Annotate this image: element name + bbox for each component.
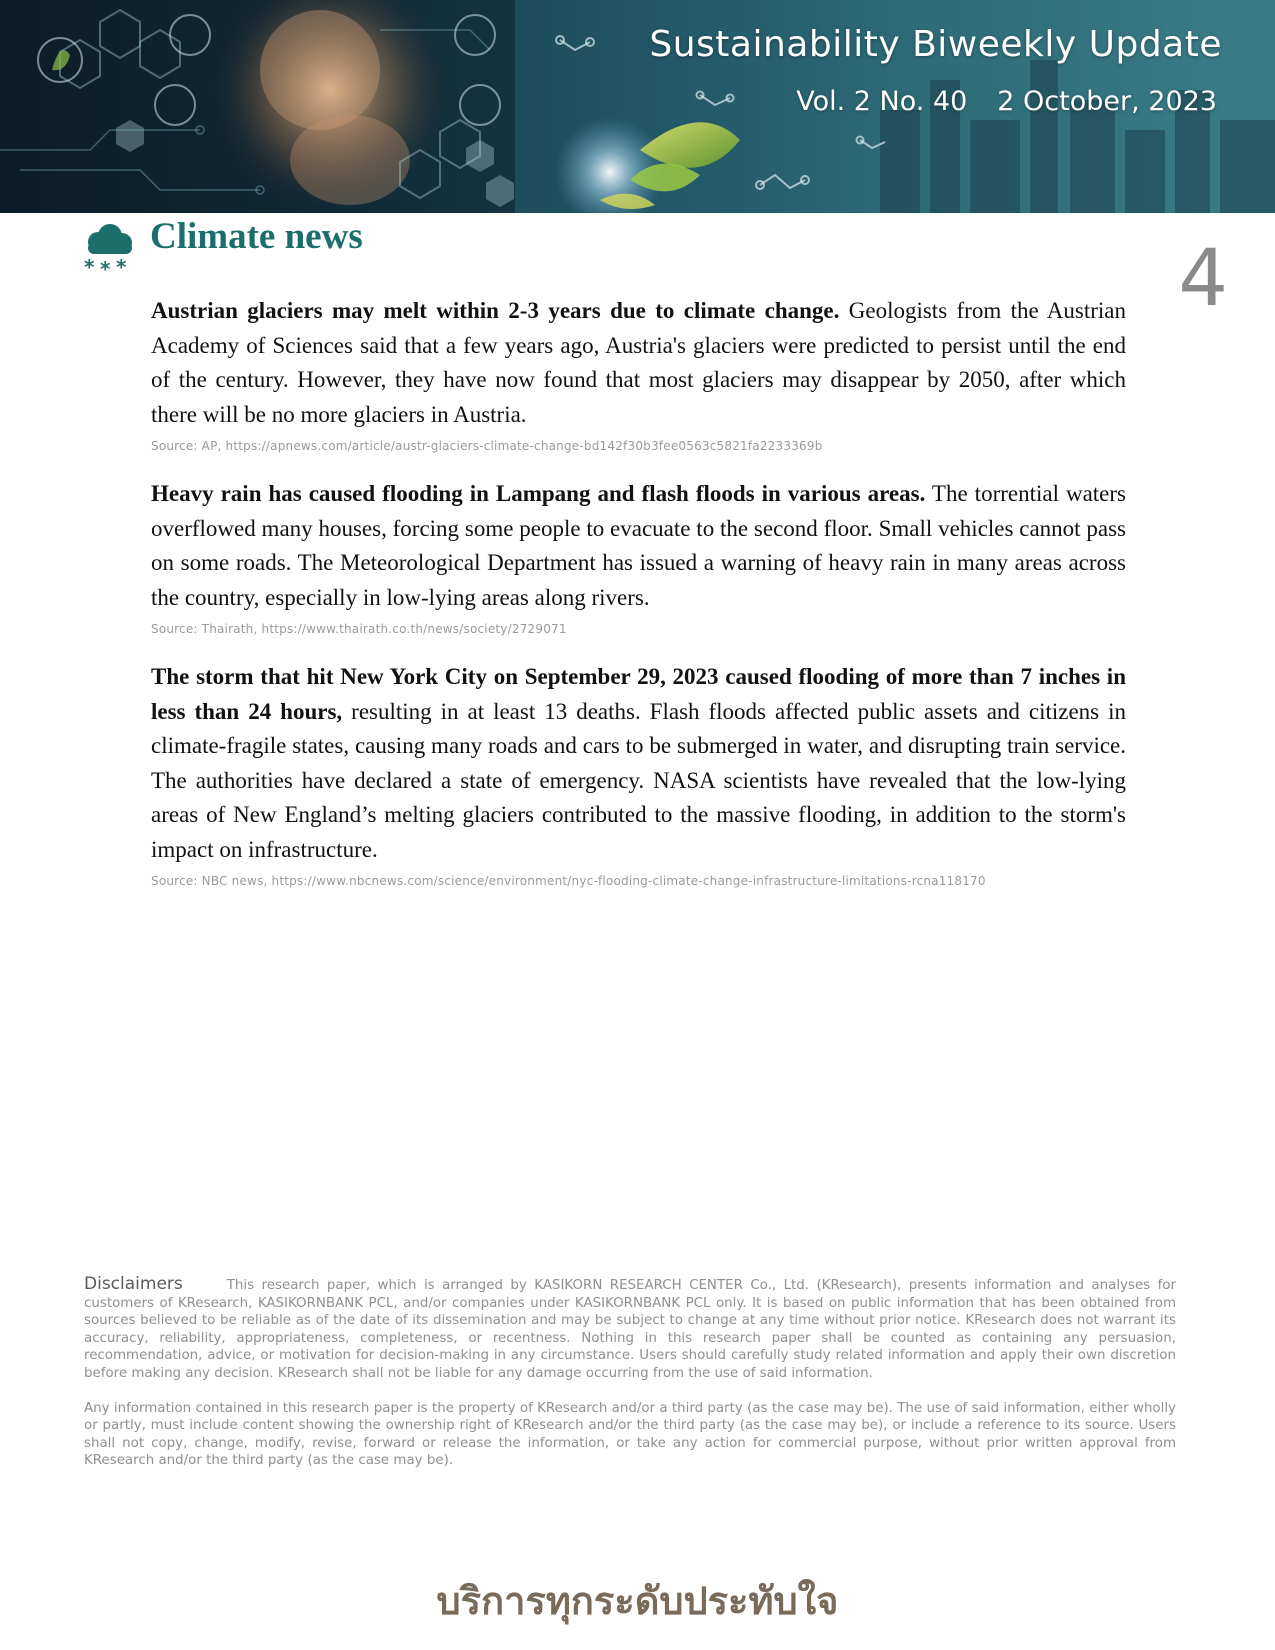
volume-number: Vol. 2 No. 40 <box>796 86 968 117</box>
disclaimer-paragraph <box>84 1276 1176 1383</box>
news-item <box>151 660 1126 889</box>
news-headline: Austrian glaciers may melt within 2-3 years due to climate change. <box>151 298 840 323</box>
svg-text:*: * <box>100 257 111 276</box>
news-paragraph <box>151 477 1126 615</box>
disclaimer-label: Disclaimers <box>84 1274 183 1294</box>
news-item <box>151 294 1126 454</box>
news-source: Source: AP, https://apnews.com/article/austr-glaciers-climate-change-bd142f30b3fee0563c5821fa2233369b <box>151 439 823 453</box>
disclaimer-paragraph: Any information contained in this research paper is the property of KResearch and/or a third party (as the case may be). The use of said information, either wholly or partly, must include content showing the ownership right of KResearch and/or the third party (as the case may be), or include a reference to its source. Users shall not copy, change, modify, revise, forward or release the information, or take any action for commercial purpose, without prior written approval from KResearch and/or the third party (as the case may be). <box>84 1400 1176 1469</box>
section-title: Climate news <box>150 216 363 257</box>
news-body: Geologists from the Austrian Academy of Sciences said that a few years ago, Austria's glaciers were predicted to persist until the end of the century. However, they have now found that most glaciers may disappear by 2050, after which there will be no more glaciers in Austria. <box>151 298 1126 427</box>
news-source: Source: NBC news, https://www.nbcnews.com/science/environment/nyc-flooding-climate-change-infrastructure-limitations-rcna118170 <box>151 874 986 888</box>
news-source: Source: Thairath, https://www.thairath.co.th/news/society/2729071 <box>151 622 567 636</box>
svg-text:*: * <box>116 255 127 276</box>
news-headline: The storm that hit New York City on September 29, 2023 caused flooding of more than 7 inches in less than 24 hours, <box>151 664 1126 724</box>
news-list <box>151 294 1126 889</box>
footer-slogan: บริการทุกระดับประทับใจ <box>436 1579 839 1623</box>
page-number: 4 <box>1178 234 1228 324</box>
disclaimer <box>84 1276 1176 1470</box>
news-paragraph <box>151 294 1126 432</box>
svg-text:*: * <box>84 255 95 276</box>
news-paragraph <box>151 660 1126 867</box>
issue-info <box>796 86 1217 117</box>
news-body: resulting in at least 13 deaths. Flash floods affected public assets and citizens in climate-fragile states, causing many roads and cars to be submerged in water, and disrupting train service. The authorities have declared a state of emergency. NASA scientists have revealed that the low-lying areas of New England’s melting glaciers contributed to the massive flooding, in addition to the storm's impact on infrastructure. <box>151 698 1126 862</box>
publication-title: Sustainability Biweekly Update <box>649 24 1222 65</box>
snow-cloud-icon <box>80 224 138 276</box>
disclaimer-text: This research paper, which is arranged by KASIKORN RESEARCH CENTER Co., Ltd. (KResearch), presents information and analyses for customers of KResearch, KASIKORNBANK PCL, and/or companies under KASIKORNBANK PCL only. It is based on public information that has been obtained from sources believed to be reliable as of the date of its dissemination and may be subject to change at any time without prior notice. KResearch does not warrant its accuracy, reliability, appropriateness, completeness, or recentness. Nothing in this research paper shall be counted as containing any persuasion, recommendation, advice, or motivation for decision-making in any circumstance. Users should carefully study related information and apply their own discretion before making any decision. KResearch shall not be liable for any damage occurring from the use of said information. <box>84 1278 1176 1381</box>
header-banner <box>0 0 1275 213</box>
news-headline: Heavy rain has caused flooding in Lampang and flash floods in various areas. <box>151 481 926 506</box>
issue-date: 2 October, 2023 <box>997 86 1217 117</box>
news-body: The torrential waters overflowed many houses, forcing some people to evacuate to the second floor. Small vehicles cannot pass on some roads. The Meteorological Department has issued a warning of heavy rain in many areas across the country, especially in low-lying areas along rivers. <box>151 481 1127 610</box>
news-item <box>151 477 1126 637</box>
